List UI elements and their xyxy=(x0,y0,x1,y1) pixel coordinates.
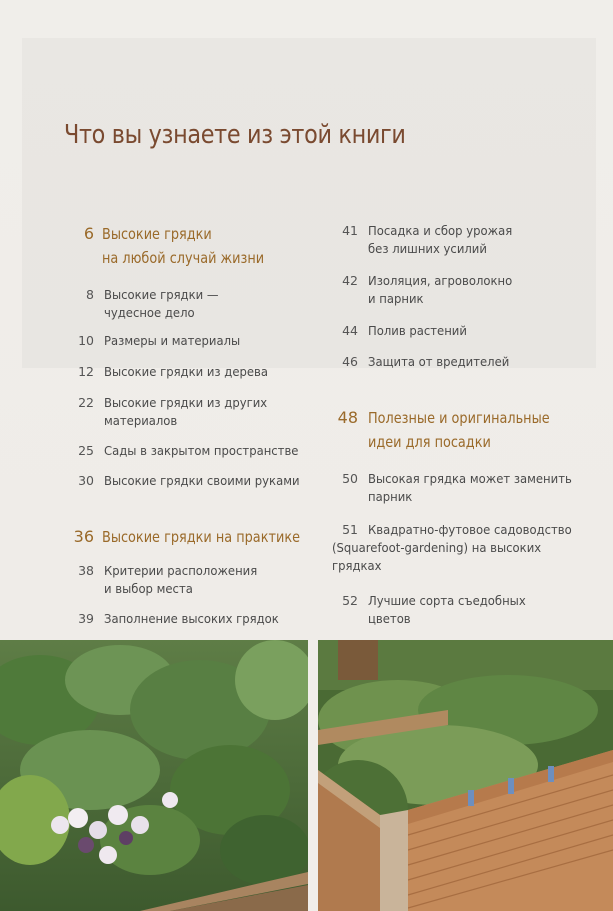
toc-page-number: 42 xyxy=(342,273,358,288)
toc-page-number: 50 xyxy=(342,471,358,486)
toc-entry-text: материалов xyxy=(104,413,178,428)
toc-page-number: 30 xyxy=(78,473,94,488)
page-title: Что вы узнаете из этой книги xyxy=(64,120,406,150)
toc-entry xyxy=(336,222,523,258)
toc-entry-text: Посадка и сбор урожая xyxy=(368,223,513,238)
toc-page-number: 44 xyxy=(342,323,358,338)
toc-page-number: 12 xyxy=(78,364,94,379)
toc-page-number: 25 xyxy=(78,443,94,458)
photo-strip xyxy=(0,640,613,911)
toc-entry xyxy=(58,525,341,549)
toc-entry xyxy=(58,222,297,270)
toc-entry-text: Изоляция, агроволокно xyxy=(368,273,513,288)
toc-entry xyxy=(336,592,538,628)
toc-page-number: 38 xyxy=(78,563,94,578)
toc-entry-text: Высокие грядки — xyxy=(104,287,219,302)
garden-photo-left xyxy=(0,640,308,911)
toc-entry xyxy=(336,353,520,371)
toc-entry xyxy=(58,562,269,598)
toc-entry-text: Лучшие сорта съедобных xyxy=(368,593,526,608)
toc-entry-text: Квадратно-футовое садоводство xyxy=(368,522,572,537)
toc-page-number: 22 xyxy=(78,395,94,410)
toc-entry xyxy=(336,470,587,506)
toc-entry xyxy=(58,472,314,490)
toc-entry-text: (Squarefoot-gardening) на высоких xyxy=(332,540,542,555)
toc-entry xyxy=(58,442,313,460)
toc-entry-text: Сады в закрытом пространстве xyxy=(104,443,299,458)
toc-entry-text: идеи для посадки xyxy=(368,433,491,451)
toc-entry-text: Высокие грядки из дерева xyxy=(104,364,268,379)
toc-entry-text: Высокие грядки из других xyxy=(104,395,268,410)
toc-entry xyxy=(336,406,587,454)
toc-entry-text: Размеры и материалы xyxy=(104,333,241,348)
toc-entry xyxy=(336,272,523,308)
toc-entry-text: Высокие грядки своими руками xyxy=(104,473,300,488)
toc-entry-text: и выбор места xyxy=(104,581,193,596)
toc-entry-text: Защита от вредителей xyxy=(368,354,510,369)
toc-entry-text: на любой случай жизни xyxy=(102,249,265,267)
garden-photo-right xyxy=(318,640,613,911)
toc-entry xyxy=(58,286,227,322)
toc-entry xyxy=(336,521,587,539)
toc-page-number: 51 xyxy=(342,522,358,537)
toc-page-number: 52 xyxy=(342,593,358,608)
toc-entry-text: чудесное дело xyxy=(104,305,195,320)
toc-page-number: 8 xyxy=(86,287,94,302)
toc-page-number: 48 xyxy=(337,408,358,427)
toc-entry-text: парник xyxy=(368,489,413,504)
toc-entry xyxy=(58,394,279,430)
toc-entry-text: Заполнение высоких грядок xyxy=(104,611,279,626)
toc-entry-text: цветов xyxy=(368,611,411,626)
toc-entry-text: Критерии расположения xyxy=(104,563,258,578)
toc-entry-text: Полезные и оригинальные xyxy=(368,409,550,427)
toc-entry-text: без лишних усилий xyxy=(368,241,487,256)
toc-entry-text: Полив растений xyxy=(368,323,467,338)
toc-entry-text: Высокие грядки xyxy=(102,225,212,243)
toc-page-number: 6 xyxy=(83,224,94,243)
toc-page-number: 10 xyxy=(78,333,94,348)
toc-entry xyxy=(58,610,292,628)
toc-entry xyxy=(336,322,474,340)
toc-entry-text: Высокие грядки на практике xyxy=(102,528,301,546)
toc-page-number: 41 xyxy=(342,223,358,238)
toc-entry-continuation xyxy=(332,539,557,575)
toc-entry xyxy=(58,363,280,381)
toc-page-number: 36 xyxy=(73,527,94,546)
toc-entry-text: и парник xyxy=(368,291,424,306)
toc-page-number: 46 xyxy=(342,354,358,369)
toc-entry-text: грядках xyxy=(332,558,382,573)
toc-entry-text: Высокая грядка может заменить xyxy=(368,471,572,486)
toc-page-number: 39 xyxy=(78,611,94,626)
toc-entry xyxy=(58,332,250,350)
